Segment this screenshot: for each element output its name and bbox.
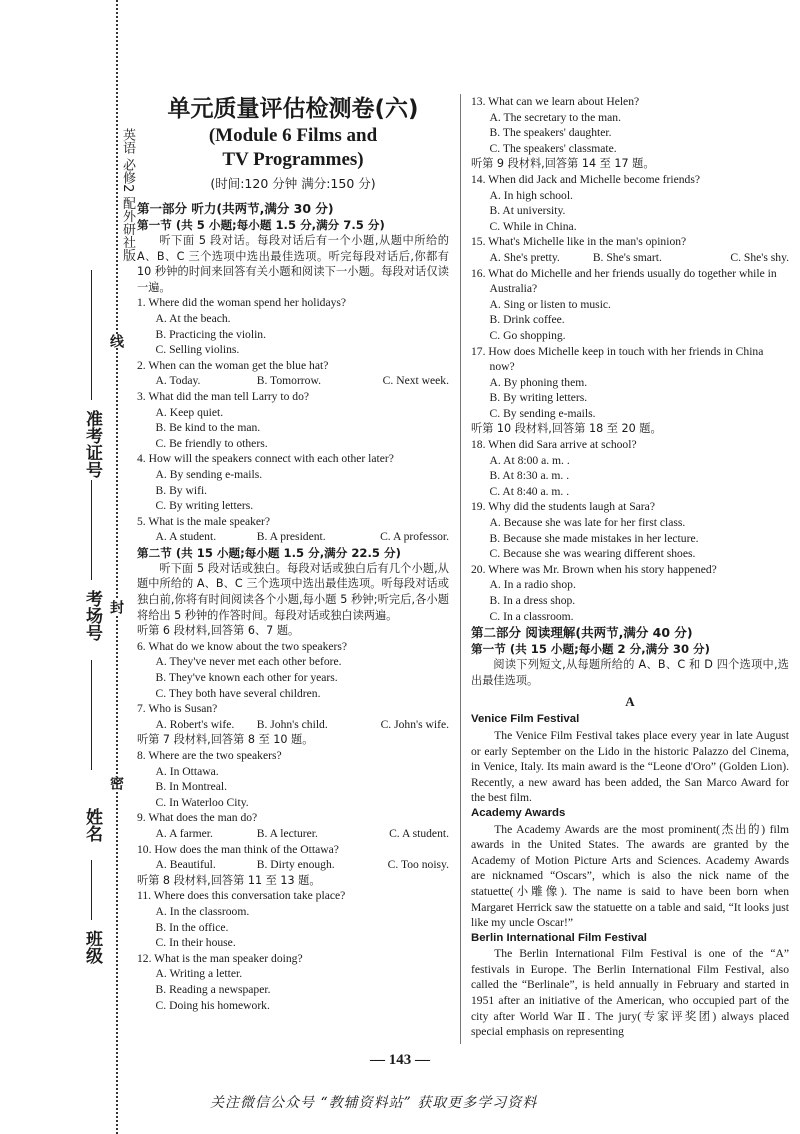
option-b: B. The speakers' daughter. [489, 126, 612, 140]
question-stem: 6. What do we know about the two speakers? [137, 639, 348, 653]
question-stem: 15. What's Michelle like in the man's opinion? [471, 235, 687, 249]
option-b: B. John's child. [256, 717, 328, 731]
option-a: A. At 8:00 a. m. . [489, 453, 570, 467]
question-11 [137, 888, 449, 950]
option-a: A. At the beach. [155, 311, 231, 325]
option-a: A. Sing or listen to music. [489, 297, 611, 311]
option-c: C. In a classroom. [489, 609, 574, 623]
option-a: A. Writing a letter. [155, 967, 243, 981]
options-row [137, 373, 449, 389]
option-b: B. Reading a newspaper. [155, 982, 271, 996]
part1-section2-heading: 第二节 (共 15 小题;每小题 1.5 分,满分 22.5 分) [137, 545, 401, 560]
question-1 [137, 295, 449, 357]
option-c: C. In Waterloo City. [155, 795, 249, 809]
berlin-paragraph: The Berlin International Film Festival is one of the “A” festivals in Europe. The Berlin International Film Festival, also called the “Berlinale”, is held annually in February and started in 1951 after an initiative of the American, who occupied part of the city after World War Ⅱ. The jury(专家评奖团) always placed special emphasis on representing [471, 947, 789, 1039]
options-row [137, 717, 449, 733]
question-stem: 20. Where was Mr. Brown when his story happened? [471, 562, 717, 576]
question-3 [137, 389, 449, 451]
option-a: A. Keep quiet. [155, 405, 224, 419]
option-b: B. They've known each other for years. [155, 671, 338, 685]
option-c: C. Too noisy. [387, 858, 449, 872]
listening-note-6: 听第 6 段材料,回答第 6、7 题。 [137, 624, 300, 638]
option-b: B. Practicing the violin. [155, 327, 266, 341]
option-c: C. By writing letters. [155, 499, 254, 513]
option-c: C. A professor. [380, 530, 449, 544]
question-16 [471, 266, 789, 344]
fill-line [91, 270, 92, 400]
time-info: (时间:120 分钟 满分:150 分) [210, 176, 376, 191]
option-a: A. They've never met each other before. [155, 655, 342, 669]
module-title-line1: (Module 6 Films and [208, 125, 378, 146]
fill-line [91, 660, 92, 770]
option-c: C. Next week. [382, 374, 449, 388]
option-b: B. Because she made mistakes in her lecture. [489, 531, 699, 545]
question-12 [137, 951, 449, 1013]
question-stem: 11. Where does this conversation take place? [137, 889, 346, 903]
option-b: B. A lecturer. [256, 826, 318, 840]
option-b: B. In a dress shop. [489, 594, 576, 607]
listening-note-10: 听第 10 段材料,回答第 18 至 20 题。 [471, 422, 662, 436]
option-b: B. In Montreal. [155, 780, 228, 794]
module-title-line2: TV Programmes) [222, 149, 364, 170]
option-b: B. By writing letters. [489, 391, 588, 405]
seal-mark-seal: 封 [108, 600, 124, 614]
option-c: C. In their house. [155, 936, 236, 950]
option-a: A. In a radio shop. [489, 578, 576, 592]
column-divider [460, 94, 461, 1044]
berlin-heading: Berlin International Film Festival [471, 931, 647, 944]
part1-section2-instructions: 听下面 5 段对话或独白。每段对话或独白后有几个小题,从题中所给的 A、B、C 三个选项中选出最佳选项。听每段对话或独白前,你将有时间阅读各个小题,每小题 5 秒钟;听完后,各小题将给出 5 秒钟的作答时间。每段对话或独白读两遍。 [137, 561, 449, 622]
option-a: A. Today. [155, 374, 201, 388]
option-c: C. At 8:40 a. m. . [489, 484, 570, 498]
option-a: A. Because she was late for her first class. [489, 516, 686, 530]
option-b: B. She's smart. [592, 250, 662, 264]
cut-line [116, 0, 118, 1134]
option-a: A. Beautiful. [155, 858, 216, 872]
question-20 [471, 562, 789, 624]
question-stem: 7. Who is Susan? [137, 702, 218, 716]
fill-line [91, 860, 92, 920]
options-row [137, 857, 449, 873]
academy-paragraph: The Academy Awards are the most prominent(杰出的) film awards in the United States. The awards are granted by the Academy of Motion Picture Arts and Sciences. Academy Awards are nicknamed “Oscars”, which is also the nick name of the statuette(小雕像). The name is said to have been born when Margaret Herrick saw the statuette on a table and said, “It looks just like my uncle Oscar!” [471, 822, 789, 930]
question-13 [471, 94, 789, 156]
option-c: C. Go shopping. [489, 328, 566, 342]
option-b: B. At university. [489, 204, 566, 218]
question-stem: 19. Why did the students laugh at Sara? [471, 500, 655, 514]
option-a: A. A student. [155, 530, 217, 544]
question-15 [471, 234, 789, 265]
question-8 [137, 748, 449, 810]
side-label-exam-number: 准考证号 [82, 410, 102, 478]
venice-paragraph: The Venice Film Festival takes place every year in late August or early September on the Lido in the historic Palazzo del Cinema, in Venice, Italy. Its main award is the “Leone d'Oro” (Golden Lion). Recently, a new award has been added, the San Marco Award for the best film. [471, 728, 789, 805]
listening-note-9: 听第 9 段材料,回答第 14 至 17 题。 [471, 157, 655, 171]
option-c: C. Be friendly to others. [155, 436, 268, 450]
question-4 [137, 451, 449, 513]
option-a: A. By sending e-mails. [155, 467, 263, 481]
option-a: A. She's pretty. [489, 250, 560, 264]
option-a: A. Robert's wife. [155, 717, 235, 731]
part1-section1-instructions: 听下面 5 段对话。每段对话后有一个小题,从题中所给的 A、B、C 三个选项中选出最佳选项。听完每段对话后,你都有 10 秒钟的时间来回答有关小题和阅读下一小题。每段对话仅读一遍。 [137, 234, 449, 294]
option-c: C. Because she was wearing different shoes. [489, 547, 696, 561]
options-row [137, 826, 449, 842]
option-b: B. Drink coffee. [489, 313, 565, 327]
option-c: C. She's shy. [730, 250, 790, 264]
option-a: A. In high school. [489, 188, 573, 202]
option-a: A. In the classroom. [155, 904, 250, 918]
question-stem: 8. Where are the two speakers? [137, 749, 282, 762]
options-row [137, 529, 449, 545]
question-10 [137, 842, 449, 873]
side-label-class: 班级 [82, 930, 102, 964]
question-stem: 12. What is the man speaker doing? [137, 951, 303, 965]
option-a: A. A farmer. [155, 826, 213, 840]
question-14 [471, 172, 789, 234]
question-stem: 4. How will the speakers connect with each other later? [137, 452, 394, 466]
page-number: — 143 — [370, 1052, 430, 1068]
option-b: B. Dirty enough. [256, 858, 335, 872]
question-stem: 1. Where did the woman spend her holidays? [137, 296, 347, 310]
seal-mark-secret: 密 [108, 776, 124, 790]
part2-heading: 第二部分 阅读理解(共两节,满分 40 分) [471, 625, 693, 641]
question-6 [137, 639, 449, 701]
fill-line [91, 480, 92, 580]
question-stem: 3. What did the man tell Larry to do? [137, 389, 310, 403]
part2-section1-instructions: 阅读下列短文,从每题所给的 A、B、C 和 D 四个选项中,选出最佳选项。 [471, 658, 789, 687]
question-stem: 5. What is the male speaker? [137, 514, 271, 528]
question-19 [471, 499, 789, 561]
option-c: C. While in China. [489, 219, 577, 233]
option-c: C. Selling violins. [155, 343, 240, 357]
option-b: B. At 8:30 a. m. . [489, 469, 570, 483]
question-stem: 18. When did Sara arrive at school? [471, 438, 637, 452]
option-c: C. They both have several children. [155, 686, 321, 700]
part1-section1-heading: 第一节 (共 5 小题;每小题 1.5 分,满分 7.5 分) [137, 218, 385, 232]
side-label-name: 姓名 [82, 808, 102, 842]
binding-strip [0, 0, 135, 1134]
part2-section1-heading: 第一节 (共 15 小题;每小题 2 分,满分 30 分) [471, 642, 710, 657]
question-2 [137, 358, 449, 389]
listening-note-7: 听第 7 段材料,回答第 8 至 10 题。 [137, 733, 314, 747]
question-stem: 2. When can the woman get the blue hat? [137, 358, 329, 372]
side-label-room-number: 考场号 [82, 590, 102, 641]
question-5 [137, 514, 449, 545]
question-7 [137, 701, 449, 732]
part1-heading: 第一部分 听力(共两节,满分 30 分) [137, 201, 334, 216]
option-a: A. In Ottawa. [155, 764, 219, 778]
options-row [471, 250, 789, 266]
option-c: C. The speakers' classmate. [489, 141, 617, 155]
academy-heading: Academy Awards [471, 806, 566, 819]
option-b: B. In the office. [155, 920, 229, 934]
venice-heading: Venice Film Festival [471, 713, 580, 726]
page-title: 单元质量评估检测卷(六) [167, 96, 419, 122]
passage-letter: A [625, 694, 635, 710]
option-b: B. Tomorrow. [256, 374, 321, 388]
question-stem: 14. When did Jack and Michelle become friends? [471, 172, 701, 186]
question-17 [471, 344, 789, 422]
option-c: C. By sending e-mails. [489, 406, 596, 420]
left-column [137, 94, 449, 1013]
option-b: B. By wifi. [155, 483, 208, 497]
option-c: C. John's wife. [380, 717, 449, 731]
question-stem: 16. What do Michelle and her friends usually do together while in Australia? [471, 266, 777, 296]
title-block [137, 94, 449, 194]
option-a: A. The secretary to the man. [489, 110, 622, 124]
listening-note-8: 听第 8 段材料,回答第 11 至 13 题。 [137, 873, 321, 887]
footer-note: 关注微信公众号 “教辅资料站” 获取更多学习资料 [210, 1095, 538, 1111]
option-c: C. A student. [389, 826, 449, 840]
publisher-label: 英语 必修2 配外研社版 [120, 128, 135, 262]
option-a: A. By phoning them. [489, 375, 588, 389]
question-stem: 10. How does the man think of the Ottawa? [137, 842, 339, 856]
question-stem: 9. What does the man do? [137, 811, 258, 825]
option-b: B. Be kind to the man. [155, 421, 261, 435]
question-stem: 13. What can we learn about Helen? [471, 95, 640, 108]
seal-mark-line: 线 [108, 334, 124, 348]
right-column [471, 94, 789, 1040]
question-18 [471, 437, 789, 499]
option-b: B. A president. [256, 530, 326, 544]
question-9 [137, 810, 449, 841]
option-c: C. Doing his homework. [155, 998, 270, 1012]
question-stem: 17. How does Michelle keep in touch with her friends in China now? [471, 344, 764, 374]
